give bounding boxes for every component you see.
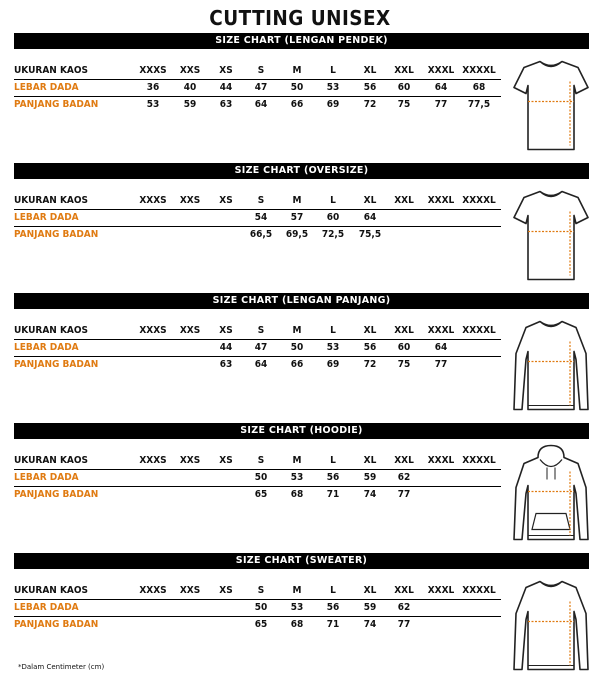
length-row <box>14 617 501 633</box>
measure-cell: 64 <box>254 359 268 370</box>
measure-cell: 74 <box>363 489 377 500</box>
size-header-cell: XXL <box>394 585 414 596</box>
measure-cell: 53 <box>146 99 160 110</box>
measure-cell <box>459 357 499 373</box>
measure-cell <box>421 227 461 243</box>
measure-cell: 60 <box>326 212 340 223</box>
measure-cell <box>421 617 461 633</box>
chest-row <box>14 210 501 227</box>
measure-cell <box>206 600 246 616</box>
size-header-cell: S <box>257 455 265 466</box>
size-header-cell: XXXS <box>139 455 167 466</box>
size-header-row <box>14 323 501 340</box>
measure-cell: 60 <box>397 82 411 93</box>
size-header-cell: S <box>257 195 265 206</box>
measure-cell: 56 <box>326 602 340 613</box>
measure-cell: 50 <box>290 82 304 93</box>
size-header-cell: XXXL <box>427 195 455 206</box>
length-row <box>14 487 501 503</box>
section-banner: SIZE CHART (LENGAN PENDEK) <box>14 33 589 49</box>
size-header-cell: M <box>292 585 302 596</box>
measure-cell <box>170 227 210 243</box>
measure-cell: 69,5 <box>285 229 309 240</box>
size-header-cell: XL <box>363 65 377 76</box>
measure-cell <box>459 340 499 356</box>
measure-cell <box>133 487 173 503</box>
measure-cell <box>459 470 499 486</box>
size-header-cell: XXS <box>179 195 201 206</box>
measure-cell <box>206 227 246 243</box>
length-row <box>14 357 501 373</box>
measure-cell: 62 <box>397 472 411 483</box>
measure-cell <box>133 600 173 616</box>
measure-cell: 59 <box>183 99 197 110</box>
measure-cell: 50 <box>254 472 268 483</box>
row-label: LEBAR DADA <box>14 602 79 613</box>
measure-cell <box>421 470 461 486</box>
measure-cell <box>459 487 499 503</box>
measure-cell: 53 <box>326 82 340 93</box>
measure-cell <box>133 340 173 356</box>
measure-cell <box>206 487 246 503</box>
measure-cell <box>170 487 210 503</box>
length-row <box>14 227 501 243</box>
size-table <box>14 323 501 373</box>
row-label: UKURAN KAOS <box>14 195 89 206</box>
sweater-icon <box>512 571 590 676</box>
size-chart-section <box>0 163 600 293</box>
measure-cell: 64 <box>434 342 448 353</box>
measure-cell <box>459 227 499 243</box>
measure-cell <box>170 600 210 616</box>
measure-cell <box>384 210 424 226</box>
measure-cell: 47 <box>254 82 268 93</box>
measure-cell: 75 <box>397 359 411 370</box>
measure-cell: 56 <box>326 472 340 483</box>
measure-cell: 59 <box>363 602 377 613</box>
measure-cell <box>170 617 210 633</box>
chest-row <box>14 340 501 357</box>
size-table <box>14 193 501 243</box>
size-header-cell: XL <box>363 455 377 466</box>
measure-cell: 50 <box>254 602 268 613</box>
measure-cell <box>206 210 246 226</box>
measure-cell <box>170 357 210 373</box>
measure-cell <box>459 617 499 633</box>
measure-cell: 62 <box>397 602 411 613</box>
size-table <box>14 583 501 633</box>
row-label: UKURAN KAOS <box>14 455 89 466</box>
measure-cell: 77,5 <box>467 99 491 110</box>
row-label: PANJANG BADAN <box>14 489 99 500</box>
measure-cell: 65 <box>254 619 268 630</box>
size-header-cell: XS <box>219 585 233 596</box>
row-label: PANJANG BADAN <box>14 99 99 110</box>
size-header-cell: L <box>330 325 336 336</box>
measure-cell <box>384 227 424 243</box>
size-header-cell: S <box>257 325 265 336</box>
size-header-cell: XXXXL <box>462 325 496 336</box>
measure-cell: 40 <box>183 82 197 93</box>
size-header-cell: L <box>330 585 336 596</box>
size-header-cell: S <box>257 65 265 76</box>
size-chart-section <box>0 423 600 553</box>
measure-cell <box>421 600 461 616</box>
measure-cell: 44 <box>219 82 233 93</box>
footnote: *Dalam Centimeter (cm) <box>18 663 105 671</box>
measure-cell <box>206 470 246 486</box>
size-header-row <box>14 583 501 600</box>
size-header-row <box>14 63 501 80</box>
row-label: LEBAR DADA <box>14 212 79 223</box>
measure-cell: 75,5 <box>358 229 382 240</box>
measure-cell <box>133 210 173 226</box>
size-header-cell: M <box>292 65 302 76</box>
measure-cell: 77 <box>434 359 448 370</box>
measure-cell <box>459 210 499 226</box>
measure-cell <box>206 617 246 633</box>
size-header-cell: S <box>257 585 265 596</box>
size-header-cell: XXS <box>179 585 201 596</box>
measure-cell <box>133 227 173 243</box>
measure-cell: 72,5 <box>321 229 345 240</box>
size-header-cell: XXL <box>394 65 414 76</box>
section-banner: SIZE CHART (LENGAN PANJANG) <box>14 293 589 309</box>
size-header-row <box>14 453 501 470</box>
measure-cell: 63 <box>219 99 233 110</box>
size-header-cell: L <box>330 65 336 76</box>
measure-cell: 56 <box>363 82 377 93</box>
measure-cell: 47 <box>254 342 268 353</box>
size-header-cell: XL <box>363 585 377 596</box>
size-header-cell: M <box>292 325 302 336</box>
size-header-cell: XXXS <box>139 325 167 336</box>
chest-row <box>14 600 501 617</box>
measure-cell: 53 <box>290 602 304 613</box>
measure-cell <box>133 617 173 633</box>
row-label: LEBAR DADA <box>14 342 79 353</box>
size-header-cell: XS <box>219 325 233 336</box>
measure-cell <box>421 487 461 503</box>
hoodie-icon <box>512 441 590 546</box>
size-header-cell: XS <box>219 455 233 466</box>
size-header-cell: XXL <box>394 195 414 206</box>
measure-cell: 64 <box>363 212 377 223</box>
row-label: LEBAR DADA <box>14 472 79 483</box>
measure-cell: 69 <box>326 359 340 370</box>
size-header-cell: XXXS <box>139 65 167 76</box>
measure-cell: 69 <box>326 99 340 110</box>
measure-cell <box>170 210 210 226</box>
tshirt-oversize-icon <box>512 181 590 286</box>
row-label: UKURAN KAOS <box>14 65 89 76</box>
measure-cell: 68 <box>472 82 486 93</box>
section-banner: SIZE CHART (OVERSIZE) <box>14 163 589 179</box>
size-header-cell: XXXS <box>139 585 167 596</box>
measure-cell: 71 <box>326 489 340 500</box>
size-header-cell: M <box>292 195 302 206</box>
measure-cell <box>170 340 210 356</box>
chest-row <box>14 470 501 487</box>
measure-cell: 56 <box>363 342 377 353</box>
measure-cell: 64 <box>434 82 448 93</box>
size-header-cell: XS <box>219 195 233 206</box>
size-header-row <box>14 193 501 210</box>
size-header-cell: XXS <box>179 65 201 76</box>
measure-cell: 66 <box>290 359 304 370</box>
length-row <box>14 97 501 113</box>
size-header-cell: XS <box>219 65 233 76</box>
size-header-cell: XXXXL <box>462 195 496 206</box>
chest-row <box>14 80 501 97</box>
measure-cell: 44 <box>219 342 233 353</box>
size-header-cell: XXXXL <box>462 455 496 466</box>
measure-cell: 71 <box>326 619 340 630</box>
measure-cell: 59 <box>363 472 377 483</box>
measure-cell <box>133 357 173 373</box>
tshirt-long-sleeve-icon <box>512 311 590 416</box>
section-banner: SIZE CHART (SWEATER) <box>14 553 589 569</box>
page-title: CUTTING UNISEX <box>209 6 391 30</box>
measure-cell: 60 <box>397 342 411 353</box>
measure-cell: 66,5 <box>249 229 273 240</box>
size-header-cell: XXXL <box>427 455 455 466</box>
size-header-cell: XXL <box>394 455 414 466</box>
measure-cell: 63 <box>219 359 233 370</box>
measure-cell: 75 <box>397 99 411 110</box>
row-label: PANJANG BADAN <box>14 619 99 630</box>
size-header-cell: XXXXL <box>462 585 496 596</box>
size-header-cell: XXS <box>179 455 201 466</box>
measure-cell: 50 <box>290 342 304 353</box>
measure-cell: 74 <box>363 619 377 630</box>
size-header-cell: XXXS <box>139 195 167 206</box>
measure-cell: 72 <box>363 359 377 370</box>
measure-cell: 72 <box>363 99 377 110</box>
size-header-cell: XL <box>363 325 377 336</box>
size-header-cell: M <box>292 455 302 466</box>
measure-cell: 53 <box>290 472 304 483</box>
row-label: LEBAR DADA <box>14 82 79 93</box>
size-header-cell: XXXL <box>427 325 455 336</box>
size-header-cell: XL <box>363 195 377 206</box>
section-banner: SIZE CHART (HOODIE) <box>14 423 589 439</box>
size-chart-section <box>0 293 600 423</box>
measure-cell: 68 <box>290 619 304 630</box>
measure-cell: 68 <box>290 489 304 500</box>
measure-cell: 66 <box>290 99 304 110</box>
size-header-cell: XXXL <box>427 585 455 596</box>
measure-cell: 77 <box>434 99 448 110</box>
measure-cell <box>133 470 173 486</box>
measure-cell <box>170 470 210 486</box>
tshirt-short-sleeve-icon <box>512 51 590 156</box>
size-header-cell: XXXL <box>427 65 455 76</box>
size-table <box>14 453 501 503</box>
size-header-cell: L <box>330 195 336 206</box>
row-label: PANJANG BADAN <box>14 359 99 370</box>
row-label: UKURAN KAOS <box>14 585 89 596</box>
measure-cell: 53 <box>326 342 340 353</box>
size-header-cell: XXXXL <box>462 65 496 76</box>
row-label: PANJANG BADAN <box>14 229 99 240</box>
measure-cell: 36 <box>146 82 160 93</box>
measure-cell: 64 <box>254 99 268 110</box>
size-header-cell: XXS <box>179 325 201 336</box>
measure-cell <box>421 210 461 226</box>
size-table <box>14 63 501 113</box>
size-chart-section <box>0 33 600 163</box>
measure-cell: 77 <box>397 489 411 500</box>
measure-cell: 54 <box>254 212 268 223</box>
size-header-cell: L <box>330 455 336 466</box>
measure-cell: 57 <box>290 212 304 223</box>
measure-cell: 65 <box>254 489 268 500</box>
measure-cell <box>459 600 499 616</box>
measure-cell: 77 <box>397 619 411 630</box>
row-label: UKURAN KAOS <box>14 325 89 336</box>
size-header-cell: XXL <box>394 325 414 336</box>
